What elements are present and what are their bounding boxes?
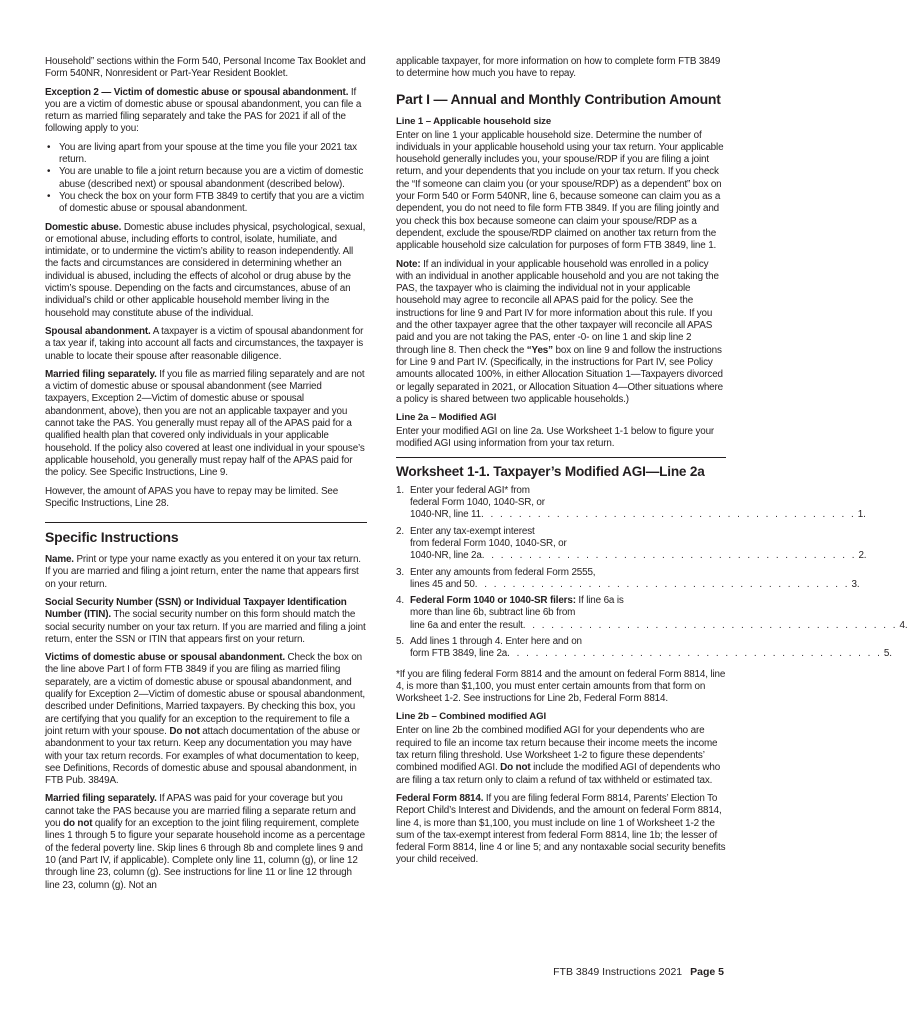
page-number: Page 5 [690,966,724,978]
line1-paragraph: Enter on line 1 your applicable household size. Determine the number of individuals in your applicable household using your tax return. Your applicable household generally includes you, your spouse/RDP if you are filing a joint return, and your dependents that you include on your tax return. If you check the “If someone can claim you (or your spouse/RDP) as a dependent” box on your Form 540 or Form 540NR, line 6, because someone can claim you as a dependent, you do not need to file form FTB 3849. If you are filing jointly and you check this box because someone can claim your spouse/RDP as a dependent, exclude the spouse/RDP claimed on another tax return from the applicable household size calculation for purposes of form FTB 3849, line 1. [396,129,724,252]
worksheet-lines [396,484,907,661]
part1-title: Part I — Annual and Monthly Contribution Amount [396,90,721,107]
page-footer [553,966,724,978]
spousal-abandonment-heading: Spousal abandonment. [45,325,151,337]
exception2-bullets [45,142,367,216]
note-yes: “Yes” [526,344,553,356]
applicable-paragraph: applicable taxpayer, for more information on how to complete form FTB 3849 to determine how much you have to repay. [396,56,721,80]
name-text: Print or type your name exactly as you entered it on your tax return. If you are married and filing a joint return, enter the name that appears first on your return. [45,554,361,590]
line2b-paragraph: Enter on line 2b the combined modified AGI for your dependents who are required to file an income tax return because their income meets the income tax return filing threshold. Use Worksheet 1-2 to figure these dependents’ combined modified AGI. Do not include the modified AGI of dependents who are filing a tax return only to claim a refund of tax withheld or estimated tax. [396,725,721,786]
note-paragraph [396,259,726,407]
bullet-item: • You are unable to file a joint return because you are a victim of domestic abuse (described next) or spousal abandonment (described below). [45,166,367,191]
however-paragraph: However, the amount of APAS you have to repay may be limited. See Specific Instructions, Line 28. [45,485,339,509]
victims-heading: Victims of domestic abuse or spousal abandonment. [45,652,285,664]
worksheet-line-5: 5. Add lines 1 through 4. Enter here and on form FTB 3849, line 2a . . . . . . . . . . . . . . . . . . . . . . . . . . . . . . . . . . . . . . . . 5. [396,635,892,660]
worksheet-title: Worksheet 1-1. Taxpayer’s Modified AGI—Line 2a [396,457,726,479]
worksheet-footnote: *If you are filing federal Form 8814 and the amount on federal Form 8814, line 4, is more than $1,100, you must enter certain amounts from that form on Worksheet 1-2. See instructions for Line 2b, Federal Form 8814. [396,668,726,705]
exception2-heading: Exception 2 — Victim of domestic abuse or spousal abandonment. [45,86,349,98]
mfs2-do-not: do not [63,818,93,830]
bullet-item: • You are living apart from your spouse at the time you file your 2021 tax return. [45,142,367,167]
note-heading: Note: [396,258,421,270]
mfs2-heading: Married filing separately. [45,793,157,805]
form8814-text: If you are filing federal Form 8814, Parents’ Election To Report Child’s Interest and Dividends, and the amount on federal Form 8814, line 4, is more than $1,100, you must include on line 1 of Worksheet 1-2 the sum of the tax-exempt interest from federal Form 8814, line 1b; the lesser of federal Form 8814, line 4 or line 5; and any nontaxable social security benefits your child received. [396,792,726,866]
victims-do-not: Do not [169,725,200,737]
exception2-text: If you are a victim of domestic abuse or spousal abandonment, you can file a return as married filing separately and take the PAS for 2021 if all of the following apply to you: [45,86,362,135]
right-column [396,56,907,873]
exception2-paragraph [45,87,367,136]
form8814-paragraph [396,793,726,867]
line2a-paragraph: Enter your modified AGI on line 2a. Use Worksheet 1-1 below to figure your modified AGI using information from your tax return. [396,426,715,450]
bullet-item: • You check the box on your form FTB 3849 to certify that you are a victim of domestic abuse or spousal abandonment. [45,191,367,216]
footer-doc-title: FTB 3849 Instructions 2021 [553,966,683,978]
mfs-heading: Married filing separately. [45,368,157,380]
ssn-heading: Social Security Number (SSN) or Individual Taxpayer Identification Number (ITIN). [45,596,347,621]
worksheet-line-1: 1. Enter your federal AGI* from federal Form 1040, 1040-SR, or 1040-NR, line 11 . . . . . . . . . . . . . . . . . . . . . . . . . . . . . . . . . . . . . . . . 1. [396,484,866,521]
domestic-abuse-paragraph [45,222,367,320]
ssn-paragraph [45,597,367,646]
victims-text-cont: attach documentation of the abuse or abandonment to your tax return. Keep any documentation you may have with your tax return records. For examples of what documentation to keep, see Definitions, Records of domestic abuse and spousal abandonment, in FTB Pub. 3849A. [45,725,360,787]
spousal-abandonment-paragraph [45,326,367,363]
worksheet-line-2: 2. Enter any tax-exempt interest from federal Form 1040, 1040-SR, or 1040-NR, line 2a . . . . . . . . . . . . . . . . . . . . . . . . . . . . . . . . . . . . . . . . 2. [396,525,867,562]
name-paragraph [45,554,367,591]
worksheet-line-3: 3. Enter any amounts from federal Form 2555, lines 45 and 50 . . . . . . . . . . . . . . . . . . . . . . . . . . . . . . . . . . . . . . . . 3. [396,566,860,590]
victims-text: Check the box on the line above Part I of form FTB 3849 if you are filing as married filing separately, are a victim of domestic abuse or spousal abandonment, and qualify for Exception 2—Victim of domestic abuse or spousal abandonment, described under Definitions, Married taxpayers. By checking this box, you are certifying that you qualify for an exception to the requirement to file a joint return with your spouse. [45,652,366,737]
mfs-paragraph [45,369,367,480]
ssn-text: The social security number on this form should match the social security number on your tax return. If you are married and filing a joint return, enter the SSN or ITIN that appears first on your return. [45,609,366,645]
worksheet-line-4: 4. Federal Form 1040 or 1040-SR filers: If line 6a is more than line 6b, subtract line 6b from line 6a and enter the result . . . . . . . . . . . . . . . . . . . . . . . . . . . . . . . . . . . . . . . . 4. [396,595,907,631]
mfs2-text: If APAS was paid for your coverage but you cannot take the PAS because you are married filing a separate return and you [45,793,356,830]
mfs-text: If you file as married filing separately and are not a victim of domestic abuse or spousal abandonment (see Married taxpayers, Exception 2—Victim of domestic abuse or spousal abandonment, above), then you are not an applicable taxpayer and you cannot take the PAS. You generally must repay all of the APAS paid for a qualified health plan that covered only individuals in your applicable household. If the policy also covered at least one individual in your spouse’s applicable household, you generally must repay half of the APAS paid for the policy. See Specific Instructions, Line 9. [45,368,365,479]
line2b-do-not: Do not [500,762,531,774]
spousal-abandonment-text: A taxpayer is a victim of spousal abandonment for a tax year if, taking into account all facts and circumstances, the taxpayer is unable to locate their spouse after reasonable diligence. [45,325,364,362]
line1-title: Line 1 – Applicable household size [396,115,552,127]
line2a-title: Line 2a – Modified AGI [396,412,497,424]
household-paragraph: Household” sections within the Form 540, Personal Income Tax Booklet and Form 540NR, Nonresident or Part-Year Resident Booklet. [45,56,366,80]
name-heading: Name. [45,554,74,566]
domestic-abuse-heading: Domestic abuse. [45,221,122,233]
line2b-title: Line 2b – Combined modified AGI [396,711,547,723]
mfs2-text-cont: qualify for an exception to the joint filing requirement, complete lines 1 through 5 to figure your separate household income as a percentage of the federal poverty line. Skip lines 6 through 8b and complete lines 9 and 10 (and Part IV, if applicable). Complete only line 11, column (g), or line 12 through line 23, column (g). See instructions for line 11 or line 12 through line 23, column (g). Not an [45,818,365,891]
victims-paragraph [45,652,367,787]
domestic-abuse-text: Domestic abuse includes physical, psychological, sexual, or emotional abuse, including efforts to control, isolate, humiliate, and intimidate, or to undermine the victim’s ability to reason independently. All the facts and circumstances are considered in determining whether an individual is abused, including the effects of alcohol or drug abuse by the victim’s spouse. Depending on the facts and circumstances, abuse of an individual’s child or other applicable household member living in the household may constitute abuse of the individual. [45,221,366,319]
note-text: If an individual in your applicable household was enrolled in a policy with an individual in another applicable household and you are not taking the PAS, the taxpayer who is claiming the individual not in your applicable household may agree to reconcile all APAS paid for the policy. See the instructions for line 9 and Part IV for more information about this rule. If you and the other taxpayer agree that the other taxpayer will reconcile all APAS paid and you are not taking the PAS, enter -0- on line 1 and skip line 2 through line 8. Then check the [396,258,719,356]
mfs2-paragraph [45,793,367,891]
note-text-cont: box on line 9 and follow the instructions for Line 9 and Part IV. (Specifically, in the instructions for Part IV, see Policy amounts allocated 100%, in either Allocation Situation 1—Taxpayers divorced or legally separated in 2021, or Allocation Situation 4—Other situations where a policy is shared between two applicable households.) [396,344,723,405]
specific-instructions-title: Specific Instructions [45,522,367,548]
left-column [45,56,367,898]
form8814-heading: Federal Form 8814. [396,792,484,804]
